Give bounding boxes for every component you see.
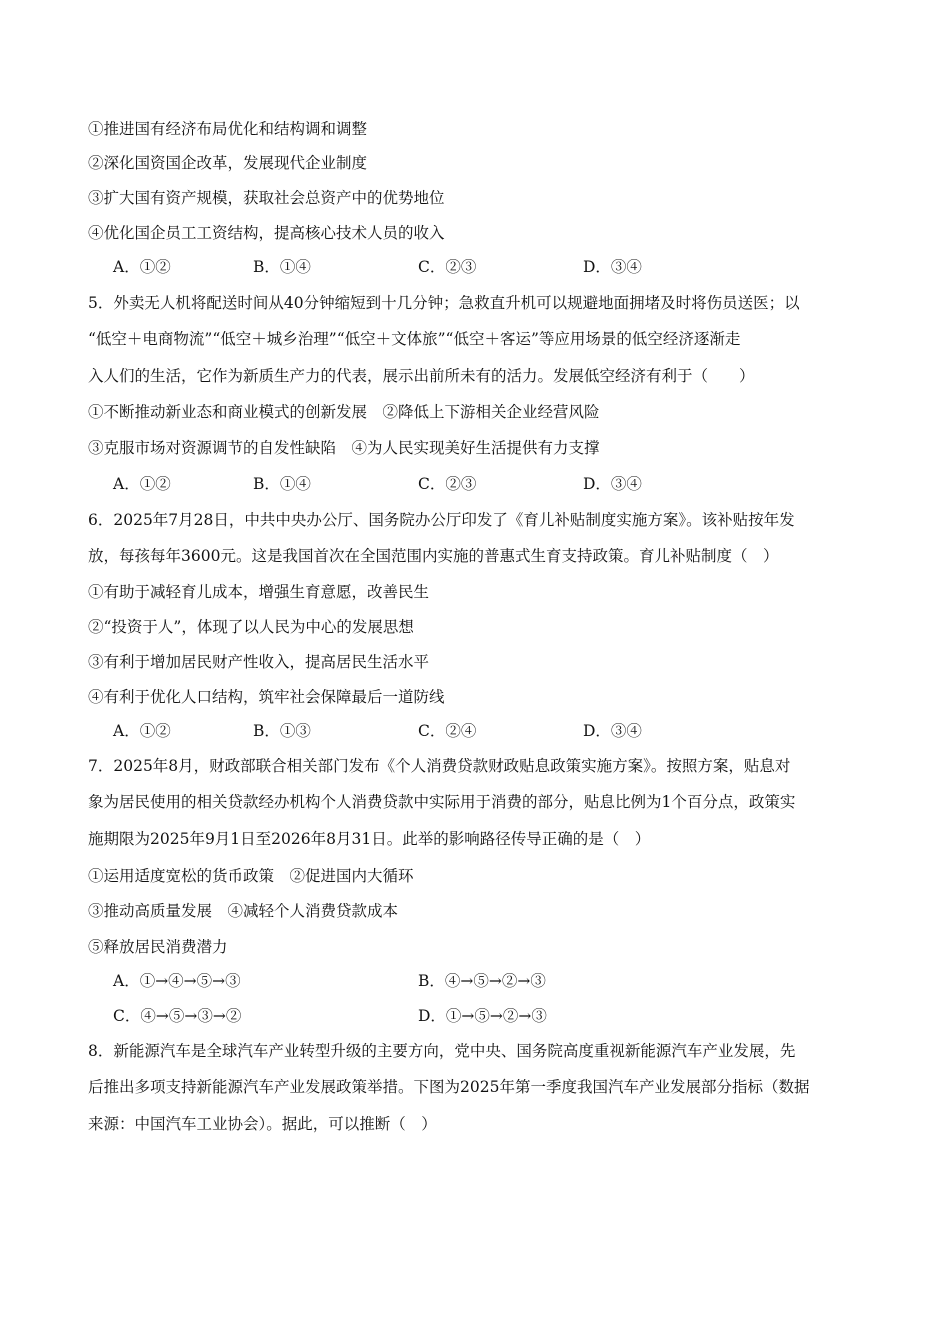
q6-option-a[interactable]: A．①② — [113, 722, 171, 740]
q6-item-3: ③有利于增加居民财产性收入，提高居民生活水平 — [88, 653, 430, 671]
q4-item-3: ③扩大国有资产规模，获取社会总资产中的优势地位 — [88, 189, 445, 207]
q6-option-b[interactable]: B．①③ — [253, 722, 311, 740]
q4-option-b[interactable]: B．①④ — [253, 258, 311, 276]
q5-stem-line-1: 5．外卖无人机将配送时间从40分钟缩短到十几分钟；急救直升机可以规避地面拥堵及时将伤员送医；以 — [88, 294, 800, 312]
q7-items-line-2: ③推动高质量发展 ④减轻个人消费贷款成本 — [88, 902, 399, 920]
q5-stem-line-3: 入人们的生活，它作为新质生产力的代表，展示出前所未有的活力。发展低空经济有利于（ ） — [88, 367, 755, 385]
q7-option-d[interactable]: D．①→⑤→②→③ — [418, 1007, 547, 1025]
q4-item-1: ①推进国有经济布局优化和结构调和调整 — [88, 120, 368, 138]
q6-item-4: ④有利于优化人口结构，筑牢社会保障最后一道防线 — [88, 688, 445, 706]
q6-option-c[interactable]: C．②④ — [418, 722, 477, 740]
q4-item-2: ②深化国资国企改革，发展现代企业制度 — [88, 154, 368, 172]
q6-option-d[interactable]: D．③④ — [583, 722, 642, 740]
q8-stem-line-1: 8．新能源汽车是全球汽车产业转型升级的主要方向，党中央、国务院高度重视新能源汽车产业发展，先 — [88, 1042, 796, 1060]
q5-option-b[interactable]: B．①④ — [253, 475, 311, 493]
q5-stem-line-2: “低空＋电商物流”“低空＋城乡治理”“低空＋文体旅”“低空＋客运”等应用场景的低空经济逐渐走 — [88, 330, 741, 348]
q5-items-line-1: ①不断推动新业态和商业模式的创新发展 ②降低上下游相关企业经营风险 — [88, 403, 600, 421]
q6-item-2: ②“投资于人”，体现了以人民为中心的发展思想 — [88, 618, 414, 636]
q5-option-c[interactable]: C．②③ — [418, 475, 477, 493]
q4-option-a[interactable]: A．①② — [113, 258, 171, 276]
q4-option-d[interactable]: D．③④ — [583, 258, 642, 276]
q6-stem-line-2: 放，每孩每年3600元。这是我国首次在全国范围内实施的普惠式生育支持政策。育儿补贴制度（ ） — [88, 547, 779, 565]
q5-option-a[interactable]: A．①② — [113, 475, 171, 493]
q7-option-b[interactable]: B．④→⑤→②→③ — [418, 972, 546, 990]
q8-stem-line-2: 后推出多项支持新能源汽车产业发展政策举措。下图为2025年第一季度我国汽车产业发展部分指标（数据 — [88, 1078, 810, 1096]
q7-option-c[interactable]: C．④→⑤→③→② — [113, 1007, 242, 1025]
q7-items-line-3: ⑤释放居民消费潜力 — [88, 938, 228, 956]
q7-stem-line-3: 施期限为2025年9月1日至2026年8月31日。此举的影响路径传导正确的是（ ） — [88, 830, 651, 848]
q4-item-4: ④优化国企员工工资结构，提高核心技术人员的收入 — [88, 224, 445, 242]
q5-option-d[interactable]: D．③④ — [583, 475, 642, 493]
q7-stem-line-1: 7．2025年8月，财政部联合相关部门发布《个人消费贷款财政贴息政策实施方案》。按照方案，贴息对 — [88, 757, 791, 775]
q7-items-line-1: ①运用适度宽松的货币政策 ②促进国内大循环 — [88, 867, 414, 885]
q5-items-line-2: ③克服市场对资源调节的自发性缺陷 ④为人民实现美好生活提供有力支撑 — [88, 439, 600, 457]
q7-option-a[interactable]: A．①→④→⑤→③ — [113, 972, 241, 990]
q4-option-c[interactable]: C．②③ — [418, 258, 477, 276]
q6-item-1: ①有助于减轻育儿成本，增强生育意愿，改善民生 — [88, 583, 430, 601]
q8-stem-line-3: 来源：中国汽车工业协会）。据此，可以推断（ ） — [88, 1115, 437, 1133]
q6-stem-line-1: 6．2025年7月28日，中共中央办公厅、国务院办公厅印发了《育儿补贴制度实施方案》。该补贴按年发 — [88, 511, 795, 529]
q7-stem-line-2: 象为居民使用的相关贷款经办机构个人消费贷款中实际用于消费的部分，贴息比例为1个百分点，政策实 — [88, 793, 796, 811]
